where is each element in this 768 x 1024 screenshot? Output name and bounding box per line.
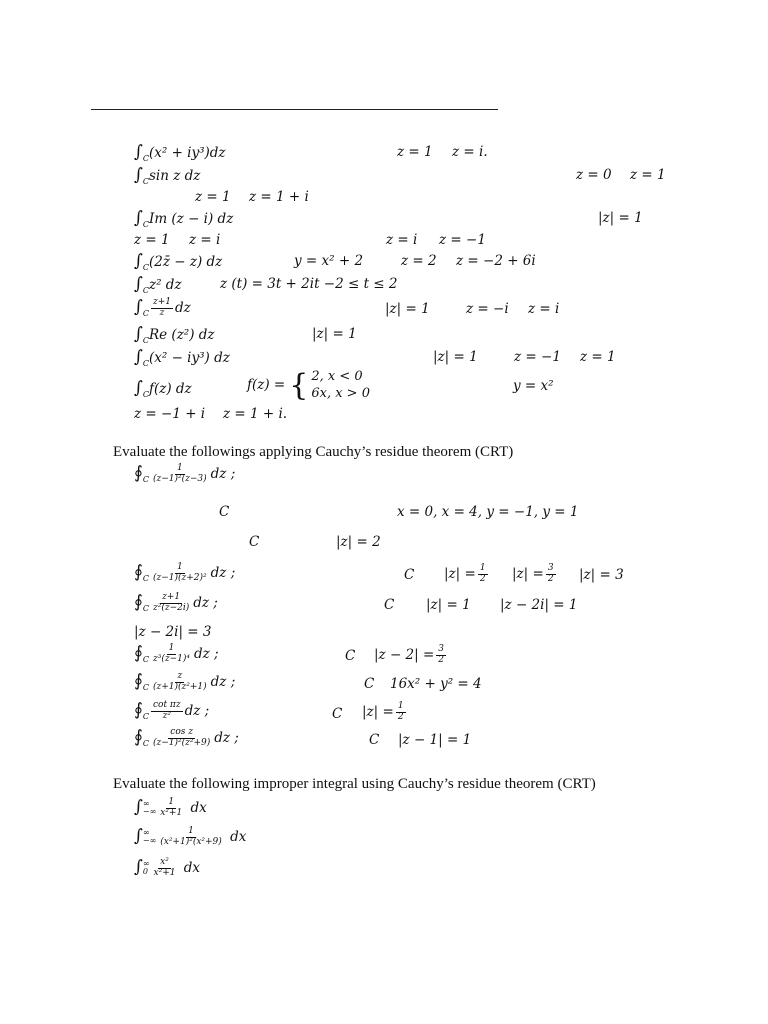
condition: z = i. (452, 144, 488, 160)
contour-integral-1: $∮_C$ $\frac{1}{\text{(z−1)²(z−3)}}$ dz ; (134, 462, 236, 484)
condition: 16x² + y² = 4 (390, 676, 482, 692)
condition: |z − 2| = $\frac{3}{2}$ (374, 644, 445, 665)
integral-3: $\int_CIm$ (z − i) dz (134, 208, 234, 229)
condition: z = 1 (134, 232, 170, 248)
condition: |z| = 2 (336, 534, 381, 550)
improper-integral-1: ∫ ∞ −∞ $\frac{1}{\text{x²+1}}$ dx (134, 796, 207, 818)
condition: |z| = 1 (385, 301, 430, 317)
condition: z = −1 (514, 349, 561, 365)
contour-integral-2: $∮_C$ $\frac{1}{\text{(z−1)(z+2)²}}$ dz ; (134, 561, 236, 583)
integral-1: $\int_C(x^2 + iy^3)dz$ (134, 142, 226, 163)
condition: z = 1 (195, 189, 231, 205)
condition: z (t) = 3t + 2it −2 ≤ t ≤ 2 (220, 276, 398, 292)
condition: |z| = 1 (598, 210, 643, 226)
condition: z = 1 (397, 144, 433, 160)
condition: z = 1 (630, 167, 666, 183)
contour-label: C (384, 597, 395, 613)
integral-7: $\int_CRe$ (z²) dz (134, 324, 215, 345)
integral-5: $\int_Cz^2$ dz (134, 274, 182, 295)
condition: z = 1 + i. (223, 406, 288, 422)
condition: z = −1 (439, 232, 486, 248)
condition: z = 1 + i (249, 189, 309, 205)
improper-integral-3: ∫ ∞ 0 $\frac{\text{x²}}{\text{x²+1}}$ dx (134, 856, 201, 878)
condition: z = 0 (576, 167, 612, 183)
contour-label: C (249, 534, 260, 550)
contour-label: C (369, 732, 380, 748)
condition: |z − 2i| = 1 (500, 597, 578, 613)
contour-integral-3: $∮_C$ $\frac{z+1}{\text{z²(z−2i)}}$ dz ; (134, 591, 218, 613)
condition: z = i (386, 232, 418, 248)
contour-integral-5: $∮_C$ $\frac{z}{\text{(z+1)(z²+1)}}$ dz ; (134, 670, 236, 692)
condition: |z − 2i| = 3 (134, 624, 212, 640)
contour-label: C (345, 648, 356, 664)
section-heading-improper: Evaluate the following improper integral using Cauchy’s residue theorem (CRT) (113, 776, 596, 792)
improper-integral-2: ∫ ∞ −∞ $\frac{1}{\text{(x²+1)²(x²+9)}}$ dx (134, 825, 247, 847)
contour-label: C (404, 567, 415, 583)
condition: |z − 1| = 1 (398, 732, 472, 748)
condition: z = −1 + i (134, 406, 206, 422)
integral-4: $\int_C(2z̄ - z)$ dz (134, 251, 223, 272)
piecewise-definition: f(z) = { 2, x < 0 6x, x > 0 (247, 367, 370, 403)
integral-9: $\int_Cf(z)$ dz (134, 378, 192, 399)
condition: z = i (528, 301, 560, 317)
condition: z = −i (466, 301, 509, 317)
integral-8: $\int_C(x^2 - iy^3)$ dz (134, 347, 230, 368)
condition: y = x² (513, 378, 554, 394)
condition: z = −2 + 6i (456, 253, 536, 269)
contour-integral-6: $∮_C$ $\frac{\text{cot πz}}{\text{z²}}$ dz ; (134, 699, 210, 721)
integral-2: $\int_C\sin$ z dz (134, 165, 201, 186)
condition: |z| = 1 (433, 349, 478, 365)
top-rule (91, 109, 498, 110)
contour-label: C (364, 676, 375, 692)
contour-integral-7: $∮_C$ $\frac{\text{cos z}}{\text{(z−1)²(z²+9)}}$ dz ; (134, 726, 239, 748)
section-heading-crt: Evaluate the followings applying Cauchy’s residue theorem (CRT) (113, 444, 514, 460)
condition: |z| = 1 (426, 597, 471, 613)
condition: |z| = $\frac{1}{2}$ (444, 563, 486, 584)
condition: |z| = 1 (312, 326, 357, 342)
contour-label: C (332, 706, 343, 722)
condition: x = 0, x = 4, y = −1, y = 1 (397, 504, 579, 520)
condition: z = 2 (401, 253, 437, 269)
integral-6: $\int_C$ $\frac{z+1}{z}$ dz (134, 296, 191, 318)
condition: |z| = $\frac{3}{2}$ (512, 563, 554, 584)
condition: z = 1 (580, 349, 616, 365)
contour-label: C (219, 504, 230, 520)
condition: |z| = $\frac{1}{2}$ (362, 701, 404, 722)
condition: y = x² + 2 (294, 253, 364, 269)
contour-integral-4: $∮_C$ $\frac{1}{\text{z³(z−1)⁴}}$ dz ; (134, 642, 219, 664)
condition: |z| = 3 (579, 567, 624, 583)
condition: z = i (189, 232, 221, 248)
